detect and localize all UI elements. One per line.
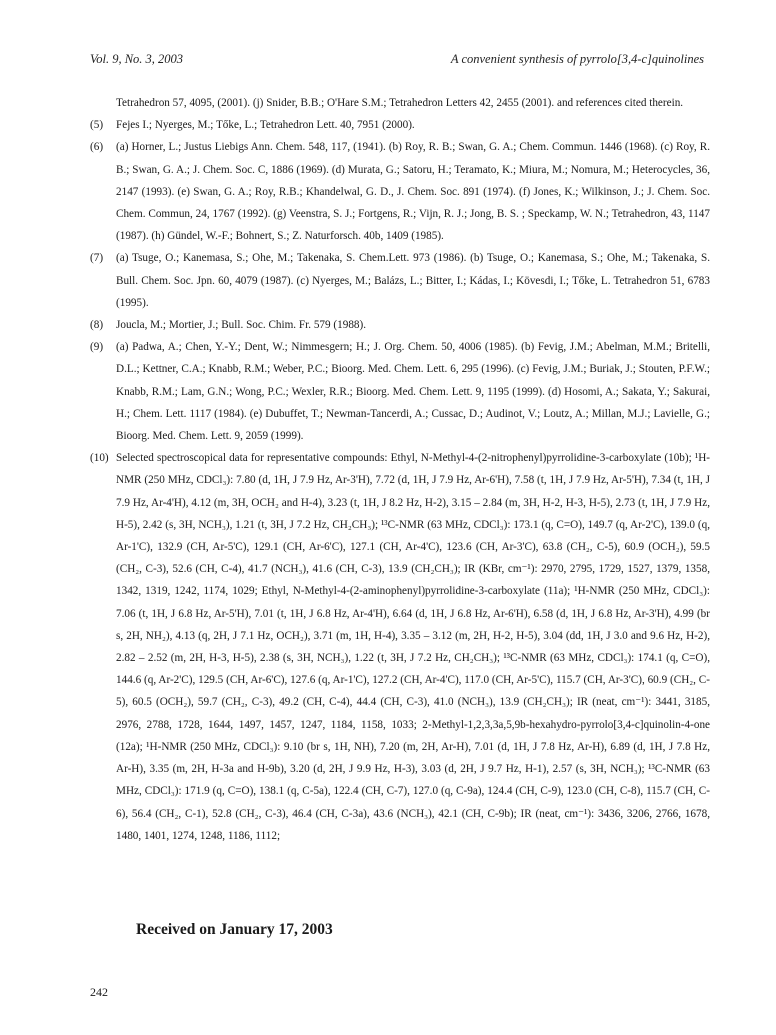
reference-continuation: Tetrahedron 57, 4095, (2001). (j) Snider, B.B.; O'Hare S.M.; Tetrahedron Letters 42, 2455 (2001). and references cited therein. [116, 97, 684, 109]
page-number: 242 [90, 985, 108, 999]
reference-item [90, 114, 710, 136]
received-date: Received on January 17, 2003 [136, 921, 333, 938]
reference-item [90, 447, 710, 847]
reference-list [90, 92, 710, 847]
reference-item [90, 247, 710, 314]
reference-number: (8) [90, 319, 104, 332]
reference-number: (6) [90, 141, 104, 154]
reference-item [90, 314, 710, 336]
reference-text: Fejes I.; Nyerges, M.; Tőke, L.; Tetrahedron Lett. 40, 7951 (2000). [116, 119, 415, 132]
reference-number: (7) [90, 252, 104, 265]
journal-volume: Vol. 9, No. 3, 2003 [90, 52, 184, 66]
reference-text: (a) Horner, L.; Justus Liebigs Ann. Chem. 548, 117, (1941). (b) Roy, R. B.; Swan, G. A.; Chem. Commun. 1446 (1968). (c) Roy, R. B.; Swan, G. A.; J. Chem. Soc. C, 1886 (1969). (d) Murata, G.; Satoru, H.; Teramato, K.; Miura, M.; Nomura, M.; Heterocycles, 36, 2147 (1993). (e) Swan, G. A.; Roy, R.B.; Khandelwal, G. D., J. Chem. Soc. 891 (1974). (f) Jones, K.; Wilkinson, J.; J. Chem. Soc. Chem. Commun, 24, 1767 (1992). (g) Veenstra, S. J.; Fortgens, R.; Vijn, R. J.; Jong, B. S. ; Speckamp, W. N.; Tetrahedron, 43, 1147 (1987). (h) Gündel, W.-F.; Bohnert, S.; Z. Naturforsch. 40b, 1409 (1985). [116, 141, 710, 243]
article-title: A convenient synthesis of pyrrolo[3,4-c]quinolines [450, 52, 704, 66]
reference-item [90, 136, 710, 247]
reference-text: (a) Tsuge, O.; Kanemasa, S.; Ohe, M.; Takenaka, S. Chem.Lett. 973 (1986). (b) Tsuge, O.; Kanemasa, S.; Ohe, M.; Takenaka, S. Bull. Chem. Soc. Jpn. 60, 4079 (1987). (c) Nyerges, M.; Balázs, L.; Bitter, I.; Kádas, I.; Kövesdi, I.; Tőke, L. Tetrahedron 51, 6783 (1995). [116, 252, 710, 309]
reference-number: (9) [90, 341, 104, 354]
reference-text: Selected spectroscopical data for representative compounds: Ethyl, N-Methyl-4-(2-nitrophenyl)pyrrolidine-3-carboxylate (10b); ¹H-NMR (250 MHz, CDCl₃): 7.80 (d, 1H, J 7.9 Hz, Ar-3'H), 7.72 (d, 1H, J 7.9 Hz, Ar-6'H), 7.58 (t, 1H, J 7.9 Hz, Ar-5'H), 7.34 (t, 1H, J 7.9 Hz, Ar-4'H), 4.12 (m, 3H, OCH₂ and H-4), 3.23 (t, 1H, J 8.2 Hz, H-2), 3.15 – 2.84 (m, 3H, H-2, H-3, H-5), 2.73 (t, 1H, J 7.9 Hz, H-5), 2.42 (s, 3H, NCH₃), 1.21 (t, 3H, J 7.2 Hz, CH₂CH₃); ¹³C-NMR (63 MHz, CDCl₃): 173.1 (q, C=O), 149.7 (q, Ar-2'C), 139.0 (q, Ar-1'C), 132.9 (CH, Ar-5'C), 129.1 (CH, Ar-6'C), 127.1 (CH, Ar-4'C), 123.6 (CH, Ar-3'C), 63.8 (CH₂, C-5), 60.9 (OCH₂), 59.5 (CH₂, C-3), 52.6 (CH, C-4), 41.7 (NCH₃), 41.6 (CH, C-3), 13.9 (CH₂CH₃); IR (KBr, cm⁻¹): 2970, 2795, 1729, 1527, 1379, 1358, 1342, 1319, 1242, 1174, 1029; Ethyl, N-Methyl-4-(2-aminophenyl)pyrrolidine-3-carboxylate (11a); ¹H-NMR (250 MHz, CDCl₃): 7.06 (t, 1H, J 6.8 Hz, Ar-5'H), 7.01 (t, 1H, J 6.8 Hz, Ar-4'H), 6.64 (d, 1H, J 6.8 Hz, Ar-6'H), 6.58 (d, 1H, J 6.8 Hz, Ar-3'H), 4.99 (br s, 2H, NH₂), 4.13 (q, 2H, J 7.1 Hz, OCH₂), 3.71 (m, 1H, H-4), 3.35 – 3.12 (m, 2H, H-2, H-5), 3.04 (dd, 1H, J 3.0 and 9.6 Hz, H-2), 2.82 – 2.52 (m, 2H, H-3, H-5), 2.38 (s, 3H, NCH₃), 1.22 (t, 3H, J 7.2 Hz, CH₂CH₃); ¹³C-NMR (63 MHz, CDCl₃): 174.1 (q, C=O), 144.6 (q, Ar-2'C), 129.5 (CH, Ar-6'C), 127.6 (q, Ar-1'C), 127.2 (CH, Ar-4'C), 117.0 (CH, Ar-5'C), 115.7 (CH, Ar-3'C), 60.9 (CH₂, C-5), 60.5 (OCH₂), 59.7 (CH₂, C-3), 49.2 (CH, C-4), 44.4 (CH, C-3), 41.0 (NCH₃), 13.9 (CH₂CH₃); IR (neat, cm⁻¹): 3441, 3185, 2976, 2788, 1728, 1644, 1497, 1457, 1247, 1184, 1158, 1033; 2-Methyl-1,2,3,3a,5,9b-hexahydro-pyrrolo[3,4-c]quinolin-4-one (12a); ¹H-NMR (250 MHz, CDCl₃): 9.10 (br s, 1H, NH), 7.20 (m, 2H, Ar-H), 7.01 (d, 1H, J 7.8 Hz, Ar-H), 6.89 (d, 1H, J 7.8 Hz, Ar-H), 3.35 (m, 2H, H-3a and H-9b), 3.20 (d, 2H, J 9.9 Hz, H-3), 3.03 (d, 2H, J 9.7 Hz, H-1), 2.57 (s, 3H, NCH₃); ¹³C-NMR (63 MHz, CDCl₃): 171.9 (q, C=O), 138.1 (q, C-5a), 122.4 (CH, C-7), 127.0 (q, C-9a), 124.4 (CH, C-9), 123.0 (CH, C-8), 115.7 (CH, C-6), 56.4 (CH₂, C-1), 52.8 (CH₂, C-3), 46.4 (CH, C-3a), 43.6 (NCH₃), 42.1 (CH, C-9b); IR (neat, cm⁻¹): 3436, 3206, 2766, 1678, 1480, 1401, 1274, 1248, 1186, 1112; [116, 452, 710, 842]
reference-number: (10) [90, 452, 109, 465]
reference-text: Joucla, M.; Mortier, J.; Bull. Soc. Chim. Fr. 579 (1988). [116, 319, 367, 332]
reference-item [90, 336, 710, 447]
reference-text: (a) Padwa, A.; Chen, Y.-Y.; Dent, W.; Nimmesgern; H.; J. Org. Chem. 50, 4006 (1985). (b) Fevig, J.M.; Abelman, M.M.; Britelli, D.L.; Kettner, C.A.; Knabb, R.M.; Weber, P.C.; Bioorg. Med. Chem. Lett. 6, 295 (1996). (c) Fevig, J.M.; Buriak, J.; Stouten, P.F.W.; Knabb, R.M.; Lam, G.N.; Wong, P.C.; Wexler, R.R.; Bioorg. Med. Chem. Lett. 9, 1195 (1999). (d) Hosomi, A.; Sakata, Y.; Sakurai, H.; Chem. Lett. 1117 (1984). (e) Dubuffet, T.; Newman-Tancerdi, A.; Cussac, D.; Audinot, V.; Loutz, A.; Millan, M.J.; Lavielle, G.; Bioorg. Med. Chem. Lett. 9, 2059 (1999). [116, 341, 710, 443]
reference-number: (5) [90, 119, 104, 132]
